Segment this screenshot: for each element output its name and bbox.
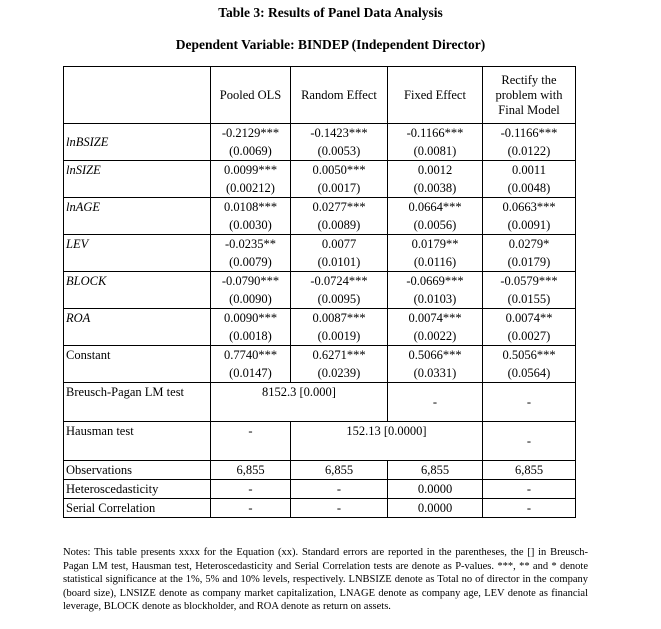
se-cell: (0.0069)	[211, 142, 291, 161]
hetero-cell: 0.0000	[388, 480, 483, 499]
coef-cell: -0.0669***	[388, 272, 483, 291]
se-cell: (0.0022)	[388, 327, 483, 346]
se-cell: (0.0331)	[388, 364, 483, 383]
bp-test-rectify: -	[483, 383, 576, 422]
coef-cell: 0.6271***	[291, 346, 388, 365]
row-label-observations: Observations	[64, 461, 211, 480]
coef-cell: -0.1166***	[483, 124, 576, 143]
row-label-roa: ROA	[64, 309, 211, 346]
header-pooled-ols: Pooled OLS	[211, 67, 291, 124]
se-cell: (0.0155)	[483, 290, 576, 309]
coef-cell: 0.0012	[388, 161, 483, 180]
hausman-value: 152.13 [0.0000]	[291, 422, 483, 461]
table-notes	[63, 546, 588, 614]
results-table	[63, 66, 576, 518]
serial-cell: -	[211, 499, 291, 518]
se-cell: (0.0116)	[388, 253, 483, 272]
row-label-lnsize: lnSIZE	[64, 161, 211, 198]
coef-cell: -0.0579***	[483, 272, 576, 291]
header-blank	[64, 67, 211, 124]
se-cell: (0.0564)	[483, 364, 576, 383]
se-cell: (0.0147)	[211, 364, 291, 383]
header-rectify: Rectify the problem with Final Model	[483, 67, 576, 124]
row-label-hausman: Hausman test	[64, 422, 211, 461]
obs-cell: 6,855	[388, 461, 483, 480]
se-cell: (0.0239)	[291, 364, 388, 383]
coef-cell: -0.0790***	[211, 272, 291, 291]
hetero-cell: -	[291, 480, 388, 499]
coef-cell: 0.0011	[483, 161, 576, 180]
row-label-bp-test: Breusch-Pagan LM test	[64, 383, 211, 422]
se-cell: (0.0027)	[483, 327, 576, 346]
coef-cell: 0.0663***	[483, 198, 576, 217]
coef-cell: 0.0179**	[388, 235, 483, 254]
coef-cell: 0.0099***	[211, 161, 291, 180]
coef-cell: -0.2129***	[211, 124, 291, 143]
row-label-lnbsize: lnBSIZE	[64, 124, 211, 161]
se-cell: (0.0095)	[291, 290, 388, 309]
se-cell: (0.0030)	[211, 216, 291, 235]
hetero-cell: -	[483, 480, 576, 499]
coef-cell: -0.0724***	[291, 272, 388, 291]
se-cell: (0.0081)	[388, 142, 483, 161]
coef-cell: 0.0087***	[291, 309, 388, 328]
row-label-constant: Constant	[64, 346, 211, 383]
se-cell: (0.0038)	[388, 179, 483, 198]
coef-cell: -0.1423***	[291, 124, 388, 143]
coef-cell: 0.0108***	[211, 198, 291, 217]
se-cell: (0.0103)	[388, 290, 483, 309]
coef-cell: 0.0074***	[388, 309, 483, 328]
row-label-lev: LEV	[64, 235, 211, 272]
row-label-lnage: lnAGE	[64, 198, 211, 235]
coef-cell: -0.0235**	[211, 235, 291, 254]
serial-cell: 0.0000	[388, 499, 483, 518]
header-random-effect: Random Effect	[291, 67, 388, 124]
se-cell: (0.0048)	[483, 179, 576, 198]
se-cell: (0.0101)	[291, 253, 388, 272]
hetero-cell: -	[211, 480, 291, 499]
se-cell: (0.0056)	[388, 216, 483, 235]
se-cell: (0.0122)	[483, 142, 576, 161]
hausman-rectify: -	[483, 422, 576, 461]
se-cell: (0.0018)	[211, 327, 291, 346]
coef-cell: 0.7740***	[211, 346, 291, 365]
coef-cell: 0.0074**	[483, 309, 576, 328]
serial-cell: -	[291, 499, 388, 518]
coef-cell: -0.1166***	[388, 124, 483, 143]
row-label-heteroscedasticity: Heteroscedasticity	[64, 480, 211, 499]
notes-text: This table presents xxxx for the Equation (xx). Standard errors are reported in the parentheses, the [] in Breusch-Pagan LM test, Hausman test, Heteroscedasticity and Serial Correlation tests are denote as P-values. ***, ** and * denote statistical significance at the 1%, 5% and 10% levels, respectively. LNBSIZE denote as Total no of director in the company (board size), LNSIZE denote as company market capitalization, LNAGE denote as company age, LEV denote as financial leverage, BLOCK denote as blockholder, and ROA denote as return on assets.	[63, 547, 588, 612]
coef-cell: 0.0277***	[291, 198, 388, 217]
se-cell: (0.0089)	[291, 216, 388, 235]
coef-cell: 0.0090***	[211, 309, 291, 328]
notes-lead: Notes:	[63, 547, 91, 558]
coef-cell: 0.0050***	[291, 161, 388, 180]
se-cell: (0.0053)	[291, 142, 388, 161]
obs-cell: 6,855	[211, 461, 291, 480]
hausman-pooled: -	[211, 422, 291, 461]
header-fixed-effect: Fixed Effect	[388, 67, 483, 124]
se-cell: (0.0017)	[291, 179, 388, 198]
coef-cell: 0.0077	[291, 235, 388, 254]
row-label-block: BLOCK	[64, 272, 211, 309]
se-cell: (0.00212)	[211, 179, 291, 198]
bp-test-fixed: -	[388, 383, 483, 422]
se-cell: (0.0019)	[291, 327, 388, 346]
table-subtitle: Dependent Variable: BINDEP (Independent Director)	[175, 37, 486, 52]
se-cell: (0.0091)	[483, 216, 576, 235]
coef-cell: 0.0664***	[388, 198, 483, 217]
se-cell: (0.0079)	[211, 253, 291, 272]
table-title: Table 3: Results of Panel Data Analysis	[218, 5, 443, 20]
coef-cell: 0.5066***	[388, 346, 483, 365]
coef-cell: 0.5056***	[483, 346, 576, 365]
se-cell: (0.0179)	[483, 253, 576, 272]
se-cell: (0.0090)	[211, 290, 291, 309]
bp-test-value: 8152.3 [0.000]	[211, 383, 388, 422]
obs-cell: 6,855	[483, 461, 576, 480]
serial-cell: -	[483, 499, 576, 518]
coef-cell: 0.0279*	[483, 235, 576, 254]
obs-cell: 6,855	[291, 461, 388, 480]
row-label-serial-correlation: Serial Correlation	[64, 499, 211, 518]
